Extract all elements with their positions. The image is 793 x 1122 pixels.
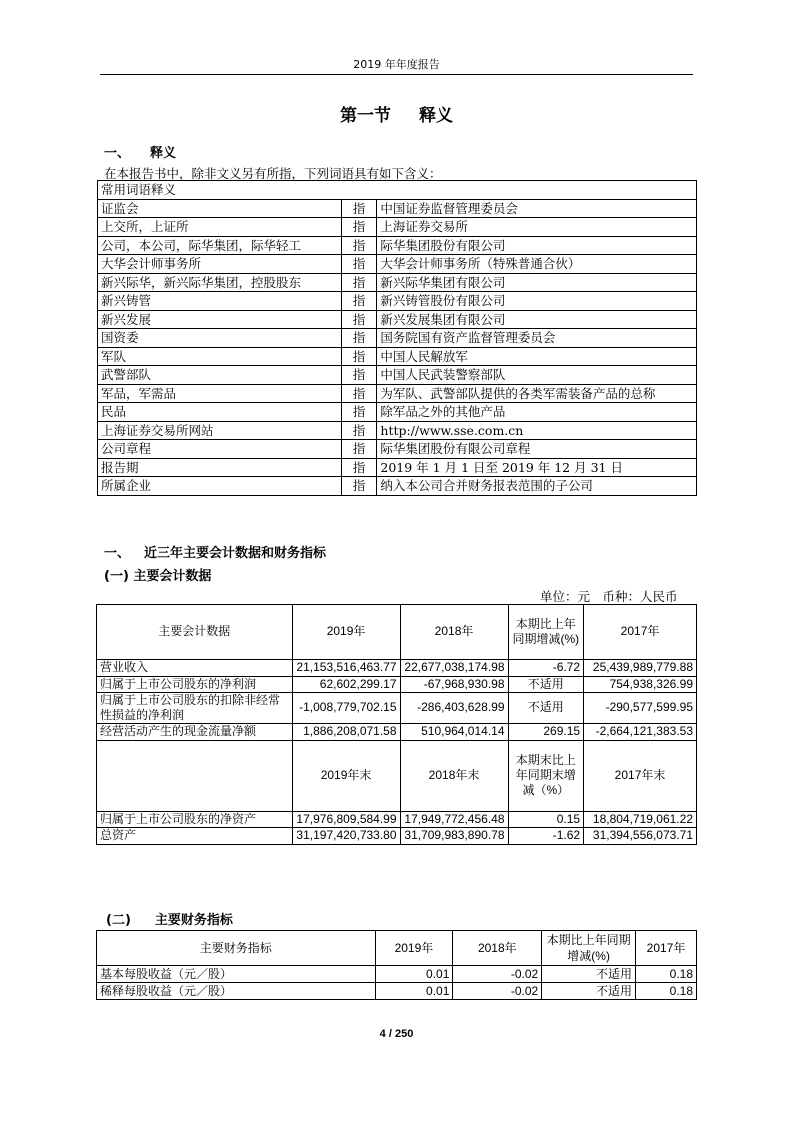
glossary-term: 新兴发展 <box>98 310 342 329</box>
accounting-value: -2,664,121,383.53 <box>584 724 697 741</box>
accounting-item-label: 归属于上市公司股东的净资产 <box>97 811 293 828</box>
glossary-row <box>98 199 697 218</box>
accounting-value: 0.15 <box>508 811 584 828</box>
accounting-header-cell: 2017年 <box>584 605 697 660</box>
glossary-refers-to: 指 <box>341 384 377 403</box>
glossary-definition: 2019 年 1 月 1 日至 2019 年 12 月 31 日 <box>377 458 697 477</box>
glossary-refers-to: 指 <box>341 421 377 440</box>
header-divider <box>100 74 693 75</box>
accounting-header-cell: 2019年末 <box>292 740 400 811</box>
accounting-header-cell: 2018年 <box>400 605 508 660</box>
section-title <box>100 101 693 126</box>
accounting-value: 不适用 <box>508 693 584 724</box>
part2-number: 一、 <box>104 546 131 561</box>
accounting-row <box>97 676 697 693</box>
accounting-row <box>97 811 697 828</box>
glossary-intro: 在本报告书中，除非文义另有所指，下列词语具有如下含义： <box>104 166 442 181</box>
financial-header-row <box>97 931 697 966</box>
sub2-heading <box>106 909 233 928</box>
financial-item-label: 基本每股收益（元／股） <box>97 966 376 983</box>
accounting-value: 62,602,299.17 <box>292 676 400 693</box>
currency-unit: 单位：元 币种：人民币 <box>540 589 678 604</box>
glossary-term: 军队 <box>98 347 342 366</box>
glossary-row <box>98 236 697 255</box>
section-name: 释义 <box>419 106 453 126</box>
glossary-row <box>98 310 697 329</box>
glossary-refers-to: 指 <box>341 273 377 292</box>
glossary-refers-to: 指 <box>341 329 377 348</box>
glossary-term: 民品 <box>98 403 342 422</box>
glossary-row <box>98 273 697 292</box>
accounting-value: 17,949,772,456.48 <box>400 811 508 828</box>
glossary-term: 军品，军需品 <box>98 384 342 403</box>
financial-header-cell: 2019年 <box>375 931 453 966</box>
glossary-row <box>98 384 697 403</box>
part1-number: 一、 <box>104 146 131 161</box>
accounting-value: -6.72 <box>508 660 584 677</box>
accounting-row <box>97 828 697 845</box>
glossary-row <box>98 329 697 348</box>
glossary-row <box>98 255 697 274</box>
part1-title: 释义 <box>150 146 177 161</box>
part2-heading <box>104 542 326 561</box>
glossary-term: 国资委 <box>98 329 342 348</box>
accounting-header-cell: 本期比上年同期增减(%) <box>508 605 584 660</box>
glossary-term: 武警部队 <box>98 366 342 385</box>
financial-value: -0.02 <box>453 966 542 983</box>
accounting-row <box>97 693 697 724</box>
glossary-refers-to: 指 <box>341 292 377 311</box>
financial-value: 不适用 <box>542 983 636 1000</box>
glossary-row <box>98 477 697 496</box>
glossary-term: 公司，本公司，际华集团，际华轻工 <box>98 236 342 255</box>
glossary-row <box>98 218 697 237</box>
glossary-refers-to: 指 <box>341 458 377 477</box>
glossary-definition: 大华会计师事务所（特殊普通合伙） <box>377 255 697 274</box>
accounting-value: 754,938,326.99 <box>584 676 697 693</box>
glossary-definition: 中国人民解放军 <box>377 347 697 366</box>
financial-row <box>97 983 697 1000</box>
accounting-value: 510,964,014.14 <box>400 724 508 741</box>
accounting-item-label: 营业收入 <box>97 660 293 677</box>
financial-value: 0.01 <box>375 966 453 983</box>
section-number: 第一节 <box>340 106 391 126</box>
glossary-term: 上海证券交易所网站 <box>98 421 342 440</box>
part1-heading <box>104 142 176 161</box>
accounting-header-cell: 本期末比上年同期末增减（%） <box>508 740 584 811</box>
accounting-value: 22,677,038,174.98 <box>400 660 508 677</box>
glossary-term: 公司章程 <box>98 440 342 459</box>
glossary-definition: 为军队、武警部队提供的各类军需装备产品的总称 <box>377 384 697 403</box>
financial-header-cell: 主要财务指标 <box>97 931 376 966</box>
glossary-refers-to: 指 <box>341 236 377 255</box>
accounting-value: 31,197,420,733.80 <box>292 828 400 845</box>
financial-item-label: 稀释每股收益（元／股） <box>97 983 376 1000</box>
glossary-caption-row <box>98 181 697 200</box>
accounting-value: -286,403,628.99 <box>400 693 508 724</box>
sub2-title: 主要财务指标 <box>154 913 233 928</box>
accounting-value: 31,709,983,890.78 <box>400 828 508 845</box>
glossary-refers-to: 指 <box>341 199 377 218</box>
glossary-refers-to: 指 <box>341 255 377 274</box>
accounting-item-label: 归属于上市公司股东的扣除非经常性损益的净利润 <box>97 693 293 724</box>
accounting-value: 18,804,719,061.22 <box>584 811 697 828</box>
glossary-row <box>98 366 697 385</box>
accounting-data-table <box>96 604 697 845</box>
glossary-refers-to: 指 <box>341 218 377 237</box>
accounting-value: 25,439,989,779.88 <box>584 660 697 677</box>
financial-value: 0.01 <box>375 983 453 1000</box>
accounting-header-cell: 2017年末 <box>584 740 697 811</box>
accounting-value: -1,008,779,702.15 <box>292 693 400 724</box>
accounting-value: 21,153,516,463.77 <box>292 660 400 677</box>
glossary-term: 大华会计师事务所 <box>98 255 342 274</box>
accounting-header-cell: 主要会计数据 <box>97 605 293 660</box>
glossary-term: 新兴铸管 <box>98 292 342 311</box>
glossary-refers-to: 指 <box>341 440 377 459</box>
financial-header-cell: 2018年 <box>453 931 542 966</box>
accounting-item-label: 归属于上市公司股东的净利润 <box>97 676 293 693</box>
financial-value: 0.18 <box>636 983 697 1000</box>
glossary-definition: http://www.sse.com.cn <box>377 421 697 440</box>
glossary-refers-to: 指 <box>341 347 377 366</box>
glossary-row <box>98 440 697 459</box>
glossary-definition: 新兴铸管股份有限公司 <box>377 292 697 311</box>
glossary-row <box>98 347 697 366</box>
glossary-definition: 中国人民武装警察部队 <box>377 366 697 385</box>
financial-indicators-table <box>96 930 697 1000</box>
glossary-definition: 上海证券交易所 <box>377 218 697 237</box>
part2-title: 近三年主要会计数据和财务指标 <box>144 546 327 561</box>
glossary-definition: 新兴发展集团有限公司 <box>377 310 697 329</box>
accounting-header-row <box>97 740 697 811</box>
accounting-value: -67,968,930.98 <box>400 676 508 693</box>
accounting-item-label: 总资产 <box>97 828 293 845</box>
financial-value: 不适用 <box>542 966 636 983</box>
accounting-header-cell <box>97 740 293 811</box>
financial-value: -0.02 <box>453 983 542 1000</box>
accounting-header-row <box>97 605 697 660</box>
accounting-value: 不适用 <box>508 676 584 693</box>
accounting-header-cell: 2018年末 <box>400 740 508 811</box>
glossary-term: 所属企业 <box>98 477 342 496</box>
glossary-row <box>98 403 697 422</box>
glossary-definition: 纳入本公司合并财务报表范围的子公司 <box>377 477 697 496</box>
glossary-term: 新兴际华，新兴际华集团，控股股东 <box>98 273 342 292</box>
accounting-value: 31,394,556,073.71 <box>584 828 697 845</box>
glossary-term: 报告期 <box>98 458 342 477</box>
accounting-value: 17,976,809,584.99 <box>292 811 400 828</box>
glossary-row <box>98 458 697 477</box>
glossary-row <box>98 421 697 440</box>
glossary-refers-to: 指 <box>341 366 377 385</box>
glossary-term: 证监会 <box>98 199 342 218</box>
glossary-definition: 国务院国有资产监督管理委员会 <box>377 329 697 348</box>
accounting-row <box>97 660 697 677</box>
glossary-refers-to: 指 <box>341 477 377 496</box>
glossary-definition: 际华集团股份有限公司章程 <box>377 440 697 459</box>
glossary-refers-to: 指 <box>341 403 377 422</box>
glossary-refers-to: 指 <box>341 310 377 329</box>
glossary-definition: 除军品之外的其他产品 <box>377 403 697 422</box>
accounting-header-cell: 2019年 <box>292 605 400 660</box>
accounting-item-label: 经营活动产生的现金流量净额 <box>97 724 293 741</box>
page-header: 2019 年年度报告 <box>353 58 440 71</box>
accounting-value: 1,886,208,071.58 <box>292 724 400 741</box>
glossary-definition: 中国证券监督管理委员会 <box>377 199 697 218</box>
financial-header-cell: 本期比上年同期增减(%) <box>542 931 636 966</box>
glossary-row <box>98 292 697 311</box>
financial-row <box>97 966 697 983</box>
glossary-table <box>97 180 697 496</box>
accounting-value: -1.62 <box>508 828 584 845</box>
page-number: 4 / 250 <box>379 1028 414 1040</box>
accounting-row <box>97 724 697 741</box>
sub1-heading: (一) 主要会计数据 <box>104 569 212 584</box>
financial-header-cell: 2017年 <box>636 931 697 966</box>
glossary-caption: 常用词语释义 <box>98 181 697 200</box>
glossary-definition: 际华集团股份有限公司 <box>377 236 697 255</box>
financial-value: 0.18 <box>636 966 697 983</box>
sub2-number: (二) <box>106 913 131 928</box>
glossary-definition: 新兴际华集团有限公司 <box>377 273 697 292</box>
accounting-value: 269.15 <box>508 724 584 741</box>
glossary-term: 上交所，上证所 <box>98 218 342 237</box>
accounting-value: -290,577,599.95 <box>584 693 697 724</box>
